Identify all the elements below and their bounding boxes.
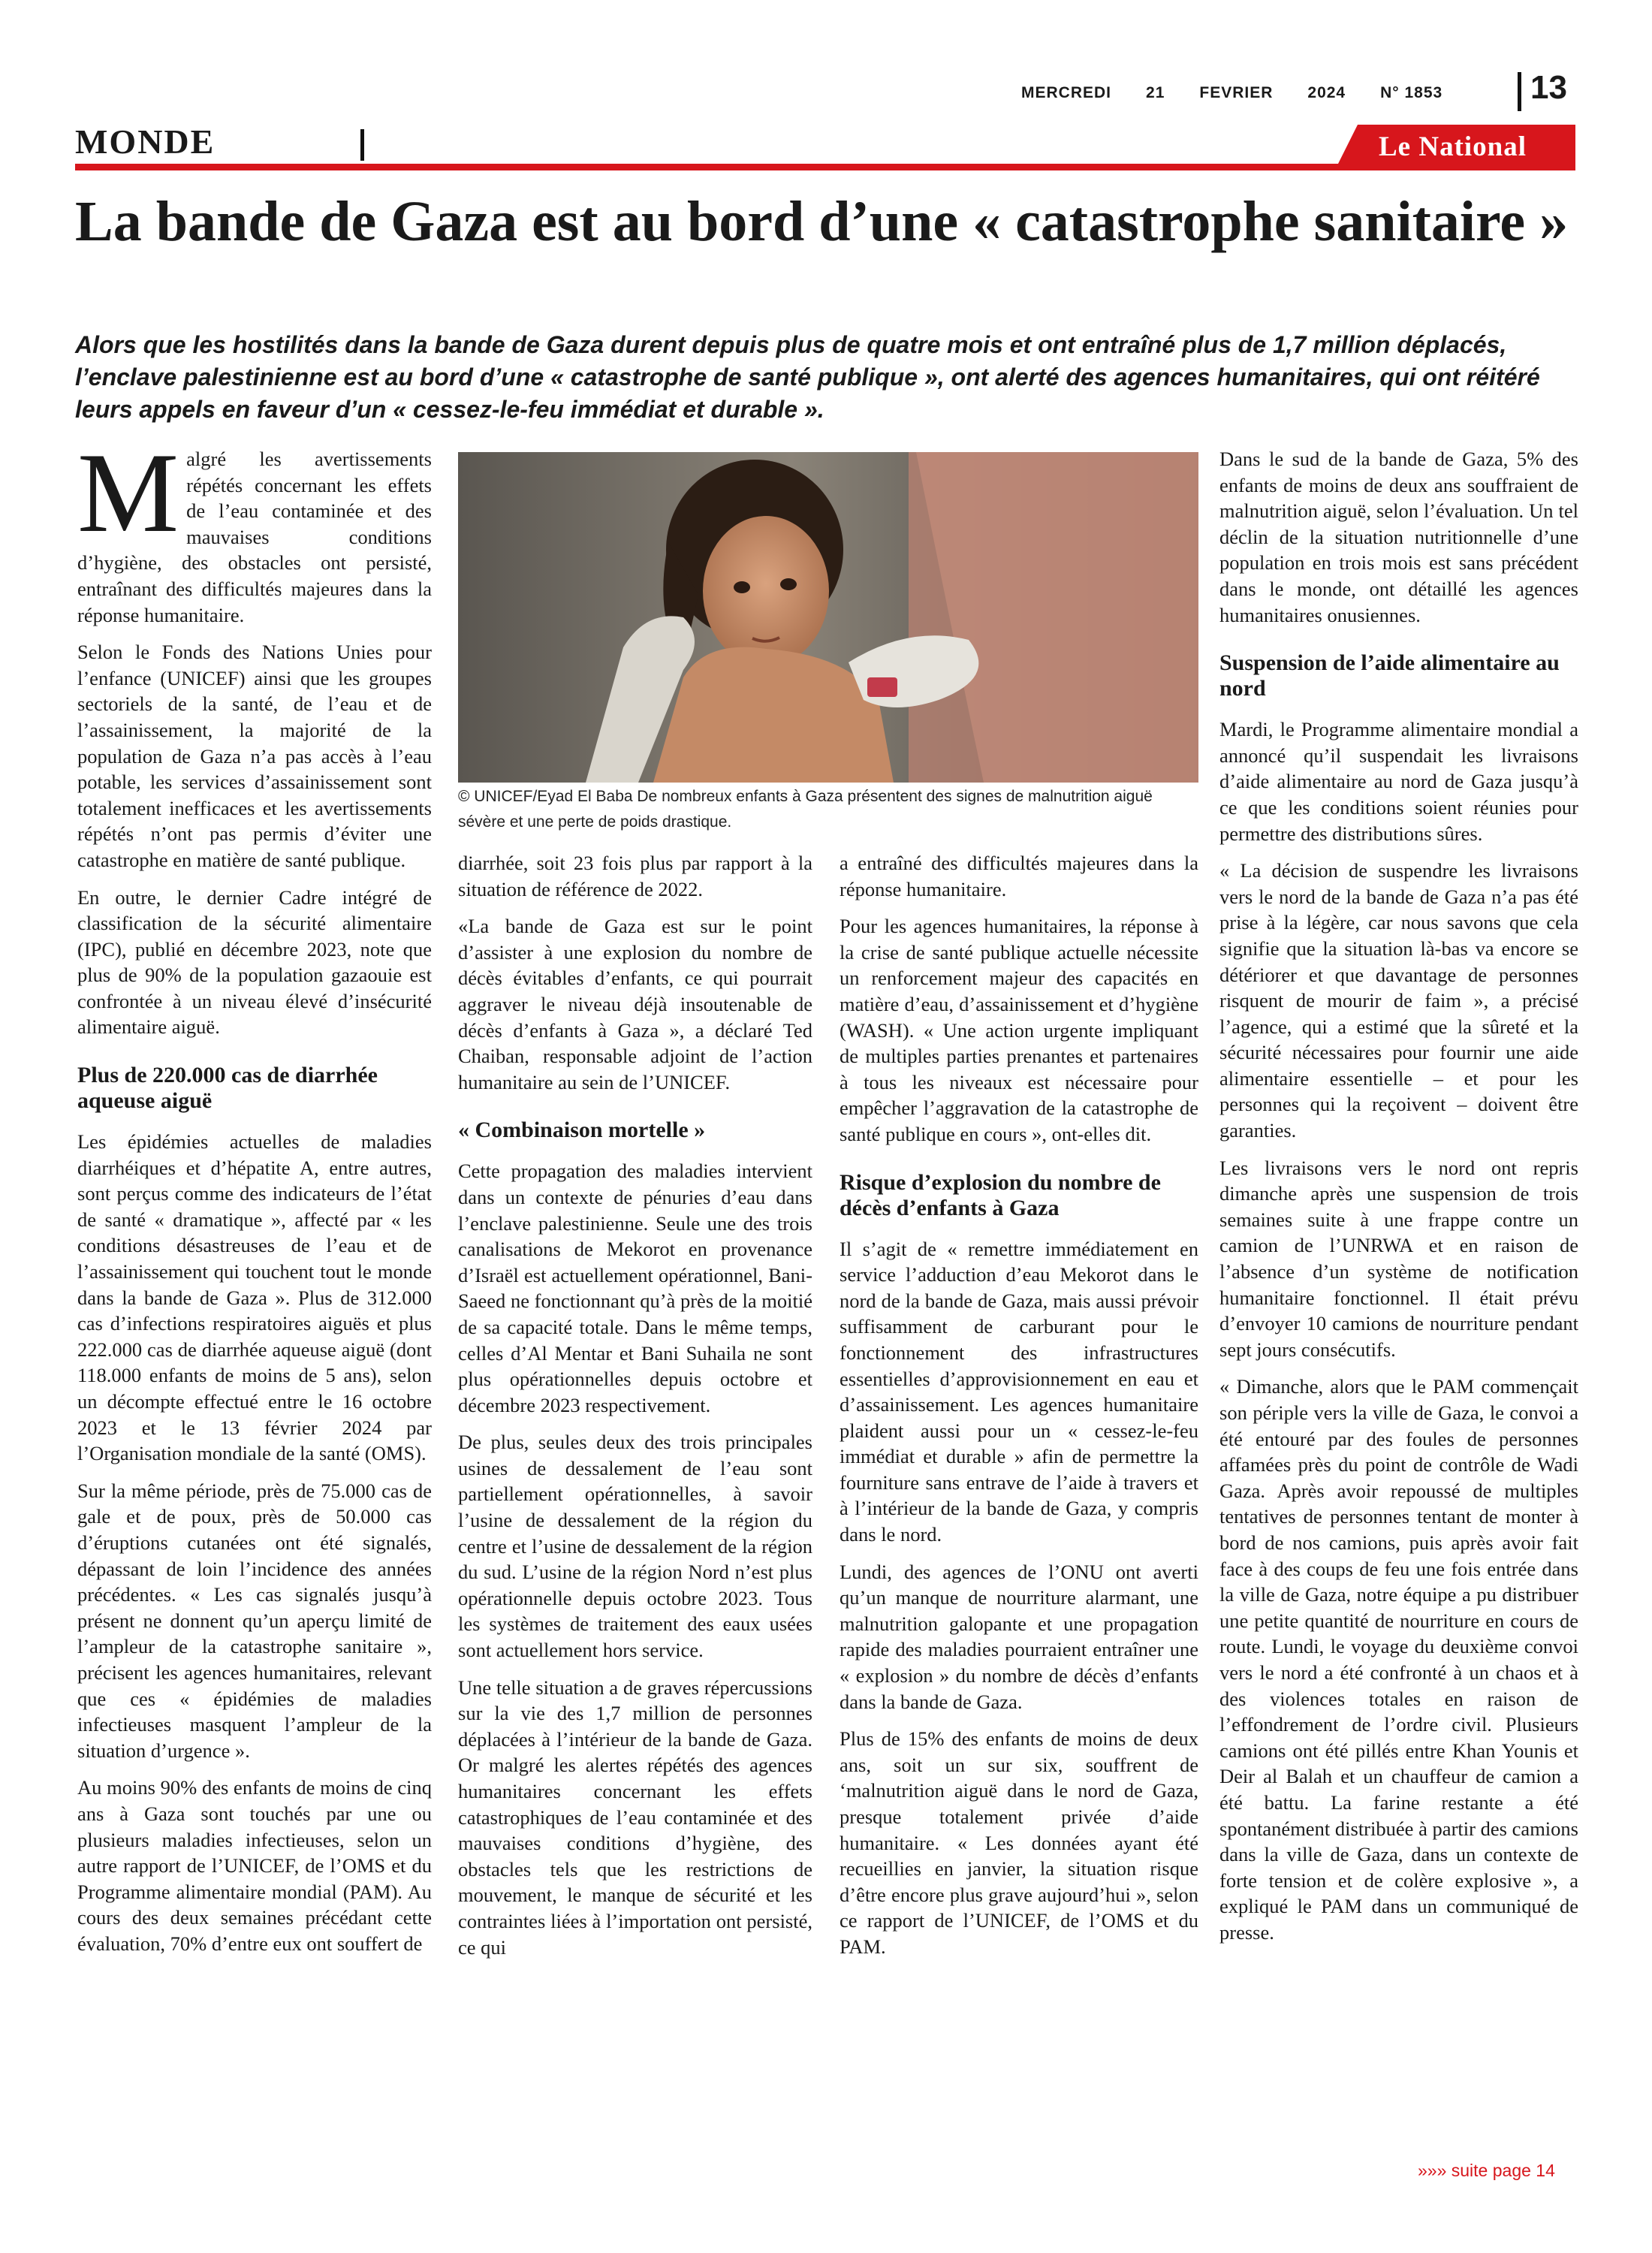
subheading: « Combinaison mortelle » bbox=[458, 1117, 706, 1143]
article-photo bbox=[458, 452, 1198, 783]
article-paragraph: Plus de 15% des enfants de moins de deux ans, soit un sur six, souffrent de ‘malnutrition aiguë dans le nord de Gaza, presque totalement privée d’aide humanitaire. « Les données ayant été recueillies en janvier, la situation risque d’être encore plus grave aujourd’hui », selon ce rapport de l’UNICEF, de l’OMS et du PAM. bbox=[840, 1727, 1198, 1958]
section-divider bbox=[360, 129, 364, 161]
issue-day: MERCREDI bbox=[1021, 84, 1112, 101]
article-paragraph: Les livraisons vers le nord ont repris dimanche après une suspension de trois semaines suite à une frappe contre un camion de l’UNRWA et en raison de l’absence d’un système de notification humanitaire fonctionnel. Il était prévu d’envoyer 10 camions de nourriture pendant sept jours consécutifs. bbox=[1219, 1156, 1578, 1361]
issue-number: N° 1853 bbox=[1380, 84, 1443, 101]
drop-cap: M bbox=[77, 430, 179, 556]
article-paragraph: Lundi, des agences de l’ONU ont averti qu’un manque de nourriture alarmant, une malnutrition galopante et une propagation rapide des maladies pourraient entraîner une « explosion » du nombre de décès d’enfants dans la bande de Gaza. bbox=[840, 1560, 1198, 1713]
article-lede: Alors que les hostilités dans la bande de Gaza durent depuis plus de quatre mois et ont entraîné plus de 1,7 million déplacés, l’enclave palestinienne est au bord d’une « catastrophe de santé publique », ont alerté des agences humanitaires, qui ont réitéré leurs appels en faveur d’un « cessez-le-feu immédiat et durable ». bbox=[75, 331, 1540, 423]
issue-date bbox=[1021, 84, 1442, 102]
column-2 bbox=[458, 850, 812, 1971]
article-paragraph bbox=[77, 430, 432, 628]
issue-month: FEVRIER bbox=[1199, 84, 1274, 101]
article-paragraph: Il s’agit de « remettre immédiatement en service l’adduction d’eau Mekorot dans le nord de la bande de Gaza, mais aussi prévoir suffisamment de carburant pour le fonctionnement des infrastructures essentielles d’approvisionnement en eau et d’assainissement. Les agences humanitaire plaident aussi pour un « cessez-le-feu immédiat et durable » afin de permettre la fourniture sans entrave de l’aide à travers et à l’intérieur de la bande de Gaza, y compris dans le nord. bbox=[840, 1237, 1198, 1546]
article-paragraph: En outre, le dernier Cadre intégré de classification de la sécurité alimentaire (IPC), publié en décembre 2023, note que plus de 90% de la population gazaouie est confrontée à un niveau élevé d’insécurité alimentaire aiguë. bbox=[77, 885, 432, 1039]
subheading: Suspension de l’aide alimentaire au nord bbox=[1219, 650, 1560, 701]
column-3 bbox=[840, 850, 1198, 1971]
article-paragraph: Mardi, le Programme alimentaire mondial a annoncé qu’il suspendait les livraisons d’aide alimentaire au nord de Gaza jusqu’à ce que les conditions soient réunies pour permettre des distributions sûres. bbox=[1219, 718, 1578, 845]
column-4 bbox=[1219, 446, 1578, 1956]
article-paragraph: Dans le sud de la bande de Gaza, 5% des enfants de moins de deux ans souffraient de malnutrition aiguë, selon l’évaluation. Un tel déclin de la situation nutritionnelle d’une population en trois mois est sans précédent dans le monde, ont détaillé les agences humanitaires onusiennes. bbox=[1219, 448, 1578, 626]
issue-date-num: 21 bbox=[1146, 84, 1165, 101]
article-paragraph: Au moins 90% des enfants de moins de cinq ans à Gaza sont touchés par une ou plusieurs maladies infectieuses, selon un autre rapport de l’UNICEF, de l’OMS et du Programme alimentaire mondial (PAM). Au cours des deux semaines précédant cette évaluation, 70% d’entre eux ont souffert de bbox=[77, 1776, 432, 1955]
article-paragraph: Cette propagation des maladies intervient dans un contexte de pénuries d’eau dans l’enclave palestinienne. Seule une des trois canalisations de Mekorot en provenance d’Israël est actuellement opérationnel, Bani-Saeed ne fonctionnant qu’à près de la moitié de sa capacité totale. Dans le même temps, celles d’Al Mentar et Bani Suhaila ne sont plus opérationnelles depuis octobre et décembre 2023 respectivement. bbox=[458, 1160, 812, 1416]
subheading: Plus de 220.000 cas de diarrhée aqueuse aiguë bbox=[77, 1063, 378, 1114]
child-photo-illustration bbox=[458, 452, 1198, 783]
section-title: MONDE bbox=[75, 122, 216, 161]
article-paragraph: diarrhée, soit 23 fois plus par rapport à la situation de référence de 2022. bbox=[458, 852, 812, 900]
article-paragraph: Une telle situation a de graves répercussions sur la vie des 1,7 million de personnes déplacées à l’intérieur de la bande de Gaza. Or malgré les alertes répétés des agences humanitaires concernant les effets catastrophiques de l’eau contaminée et des mauvaises conditions d’hygiène, des obstacles tels que les restrictions de mouvement, le manque de sécurité et les contraintes liées à l’importation ont persisté, ce qui bbox=[458, 1675, 812, 1959]
article-paragraph: De plus, seules deux des trois principales usines de dessalement de l’eau sont partiellement opérationnelles, à savoir l’usine de dessalement de la région du centre et l’usine de dessalement de la région du sud. L’usine de la région Nord n’est plus opérationnelle depuis octobre 2023. Tous les systèmes de traitement des eaux usées sont actuellement hors service. bbox=[458, 1431, 812, 1662]
paragraph-text: algré les avertissements répétés concernant les effets de l’eau contaminée et des mauvaises conditions d’hygiène, des obstacles ont persisté, entraînant des difficultés majeures dans la réponse humanitaire. bbox=[77, 448, 432, 626]
photo-caption: © UNICEF/Eyad El Baba De nombreux enfants à Gaza présentent des signes de malnutrition aiguë sévère et une perte de poids drastique. bbox=[458, 788, 1153, 831]
brand-name: Le National bbox=[1379, 131, 1527, 162]
page-number: 13 bbox=[1530, 69, 1567, 106]
article-paragraph: «La bande de Gaza est sur le point d’assister à une explosion du nombre de décès évitables d’enfants, ce qui pourrait aggraver le niveau déjà insoutenable de décès d’enfants à Gaza », a déclaré Ted Chaiban, responsable adjoint de l’action humanitaire au sein de l’UNICEF. bbox=[458, 915, 812, 1093]
article-headline: La bande de Gaza est au bord d’une « catastrophe sanitaire » bbox=[75, 190, 1569, 253]
article-paragraph: Pour les agences humanitaires, la réponse à la crise de santé publique actuelle nécessite un renforcement majeur des capacités en matière d’eau, d’assainissement et d’hygiène (WASH). « Une action urgente impliquant de multiples parties prenantes et partenaires à tous les niveaux est nécessaire pour empêcher l’aggravation de la catastrophe de santé publique en cours », ont-elles dit. bbox=[840, 915, 1198, 1145]
subheading: Risque d’explosion du nombre de décès d’enfants à Gaza bbox=[840, 1169, 1161, 1220]
article-paragraph: Selon le Fonds des Nations Unies pour l’enfance (UNICEF) ainsi que les groupes sectoriels de la santé, de l’eau et de l’assainissement, la majorité de la population de Gaza n’a pas accès à l’eau potable, les services d’assainissement sont totalement inefficaces et les avertissements répétés n’ont pas permis d’éviter une catastrophe en matière de santé publique. bbox=[77, 641, 432, 871]
issue-year: 2024 bbox=[1307, 84, 1346, 101]
article-paragraph: Les épidémies actuelles de maladies diarrhéiques et d’hépatite A, entre autres, sont perçus comme des indicateurs de l’état de santé « dramatique », affecté par « les conditions désastreuses de l’eau et de l’assainissement qui touchent tout le monde dans la bande de Gaza ». Plus de 312.000 cas d’infections respiratoires aiguës et plus 222.000 cas de diarrhée aqueuse aiguë (dont 118.000 enfants de moins de 5 ans), selon un décompte effectué entre le 16 octobre 2023 et le 13 février 2024 par l’Organisation mondiale de la santé (OMS). bbox=[77, 1130, 432, 1465]
article-paragraph: « Dimanche, alors que le PAM commençait son périple vers la ville de Gaza, le convoi a été entouré par des foules de personnes affamées près du point de contrôle de Wadi Gaza. Après avoir repoussé de multiples tentatives de personnes tentant de monter à bord de nos camions, puis après avoir fait face à des coups de feu une fois entrée dans la ville de Gaza, notre équipe a pu distribuer une petite quantité de nourriture en cours de route. Lundi, le voyage du deuxième convoi vers le nord a été confronté à un chaos et à des violences totales en raison de l’effondrement de l’ordre civil. Plusieurs camions ont été pillés entre Khan Younis et Deir al Balah et un chauffeur de camion a été battu. La farine restante a été spontanément distribuée à partir des camions dans la ville de Gaza, dans un contexte de forte tension et de colère explosive », a expliqué le PAM dans un communiqué de presse. bbox=[1219, 1375, 1578, 1944]
column-1 bbox=[77, 430, 432, 1968]
continued-link[interactable]: »»» suite page 14 bbox=[1418, 2161, 1555, 2180]
header-rule bbox=[75, 164, 1575, 170]
article-paragraph: a entraîné des difficultés majeures dans la réponse humanitaire. bbox=[840, 852, 1198, 900]
article-paragraph: Sur la même période, près de 75.000 cas de gale et de poux, près de 50.000 cas d’éruptions cutanées ont été signalés, dépassant de loin l’incidence des années précédentes. « Les cas signalés jusqu’à présent ne donnent qu’un aperçu limité de l’ampleur de la catastrophe sanitaire », précisent les agences humanitaires, relevant que ces « épidémies de maladies infectieuses masquent l’ampleur de la situation d’urgence ». bbox=[77, 1479, 432, 1762]
article-paragraph: « La décision de suspendre les livraisons vers le nord de la bande de Gaza n’a pas été prise à la légère, car nous savons que cela signifie que la situation là-bas va encore se détériorer et que davantage de personnes risquent de mourir de faim », a précisé l’agence, qui a estimé que la sûreté et la sécurité nécessaires pour fournir une aide alimentaire essentielle – et pour les personnes qui la reçoivent – doivent être garanties. bbox=[1219, 859, 1578, 1142]
page-number-divider bbox=[1518, 72, 1521, 111]
